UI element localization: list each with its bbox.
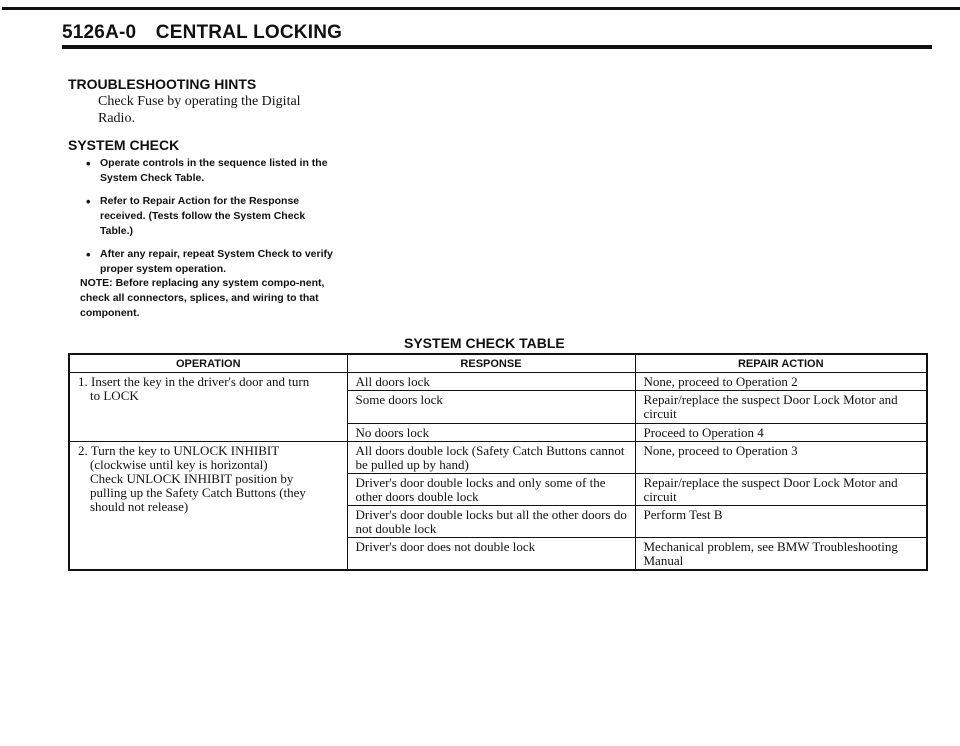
operation-cell (69, 442, 347, 571)
response-cell: All doors double lock (Safety Catch Buttons cannot be pulled up by hand) (347, 442, 635, 474)
repair-cell: Repair/replace the suspect Door Lock Motor and circuit (635, 474, 927, 506)
troubleshooting-heading: TROUBLESHOOTING HINTS (68, 76, 257, 92)
response-cell: Driver's door double locks but all the other doors do not double lock (347, 506, 635, 538)
column-header-response: RESPONSE (347, 354, 635, 373)
repair-cell: Mechanical problem, see BMW Troubleshooting Manual (635, 538, 927, 571)
column-header-operation: OPERATION (69, 354, 347, 373)
header-rule (62, 45, 932, 49)
note-text: NOTE: Before replacing any system compo-nent, check all connectors, splices, and wiring to that component. (80, 277, 325, 319)
response-cell: All doors lock (347, 373, 635, 391)
operation-line: 2. Turn the key to UNLOCK INHIBIT (78, 443, 280, 458)
system-check-table (68, 353, 928, 571)
table-title: SYSTEM CHECK TABLE (404, 335, 565, 351)
system-check-bullets (86, 156, 336, 285)
troubleshooting-line-1: Check Fuse by operating the Digital (98, 94, 301, 109)
table-row (69, 373, 927, 391)
response-cell: Driver's door double locks and only some of the other doors double lock (347, 474, 635, 506)
repair-cell: Perform Test B (635, 506, 927, 538)
repair-cell: Repair/replace the suspect Door Lock Motor and circuit (635, 391, 927, 424)
table-header-row (69, 354, 927, 373)
operation-line: 1. Insert the key in the driver's door and turn (78, 374, 310, 389)
column-header-repair-action: REPAIR ACTION (635, 354, 927, 373)
top-border-line (2, 7, 960, 10)
repair-cell: None, proceed to Operation 3 (635, 442, 927, 474)
response-cell: Some doors lock (347, 391, 635, 424)
operation-line: (clockwise until key is horizontal) (90, 457, 268, 472)
operation-line: pulling up the Safety Catch Buttons (they (90, 485, 306, 500)
response-cell: Driver's door does not double lock (347, 538, 635, 571)
system-check-heading: SYSTEM CHECK (68, 137, 180, 153)
bullet-item: • Operate controls in the sequence listed in the System Check Table. (86, 156, 336, 186)
operation-line: Check UNLOCK INHIBIT position by (90, 471, 294, 486)
troubleshooting-text (98, 93, 338, 127)
page-header (62, 22, 342, 44)
bullet-item: • Refer to Repair Action for the Response received. (Tests follow the System Check Table.) (86, 194, 336, 239)
repair-cell: None, proceed to Operation 2 (635, 373, 927, 391)
section-title: CENTRAL LOCKING (155, 22, 343, 43)
operation-cell (69, 373, 347, 442)
bullet-item: • After any repair, repeat System Check to verify proper system operation. (86, 247, 336, 277)
response-cell: No doors lock (347, 424, 635, 442)
operation-line: should not release) (90, 499, 189, 514)
section-code: 5126A-0 (62, 22, 137, 43)
table-row (69, 442, 927, 474)
troubleshooting-line-2: Radio. (98, 111, 135, 126)
operation-line: to LOCK (90, 388, 139, 403)
repair-cell: Proceed to Operation 4 (635, 424, 927, 442)
